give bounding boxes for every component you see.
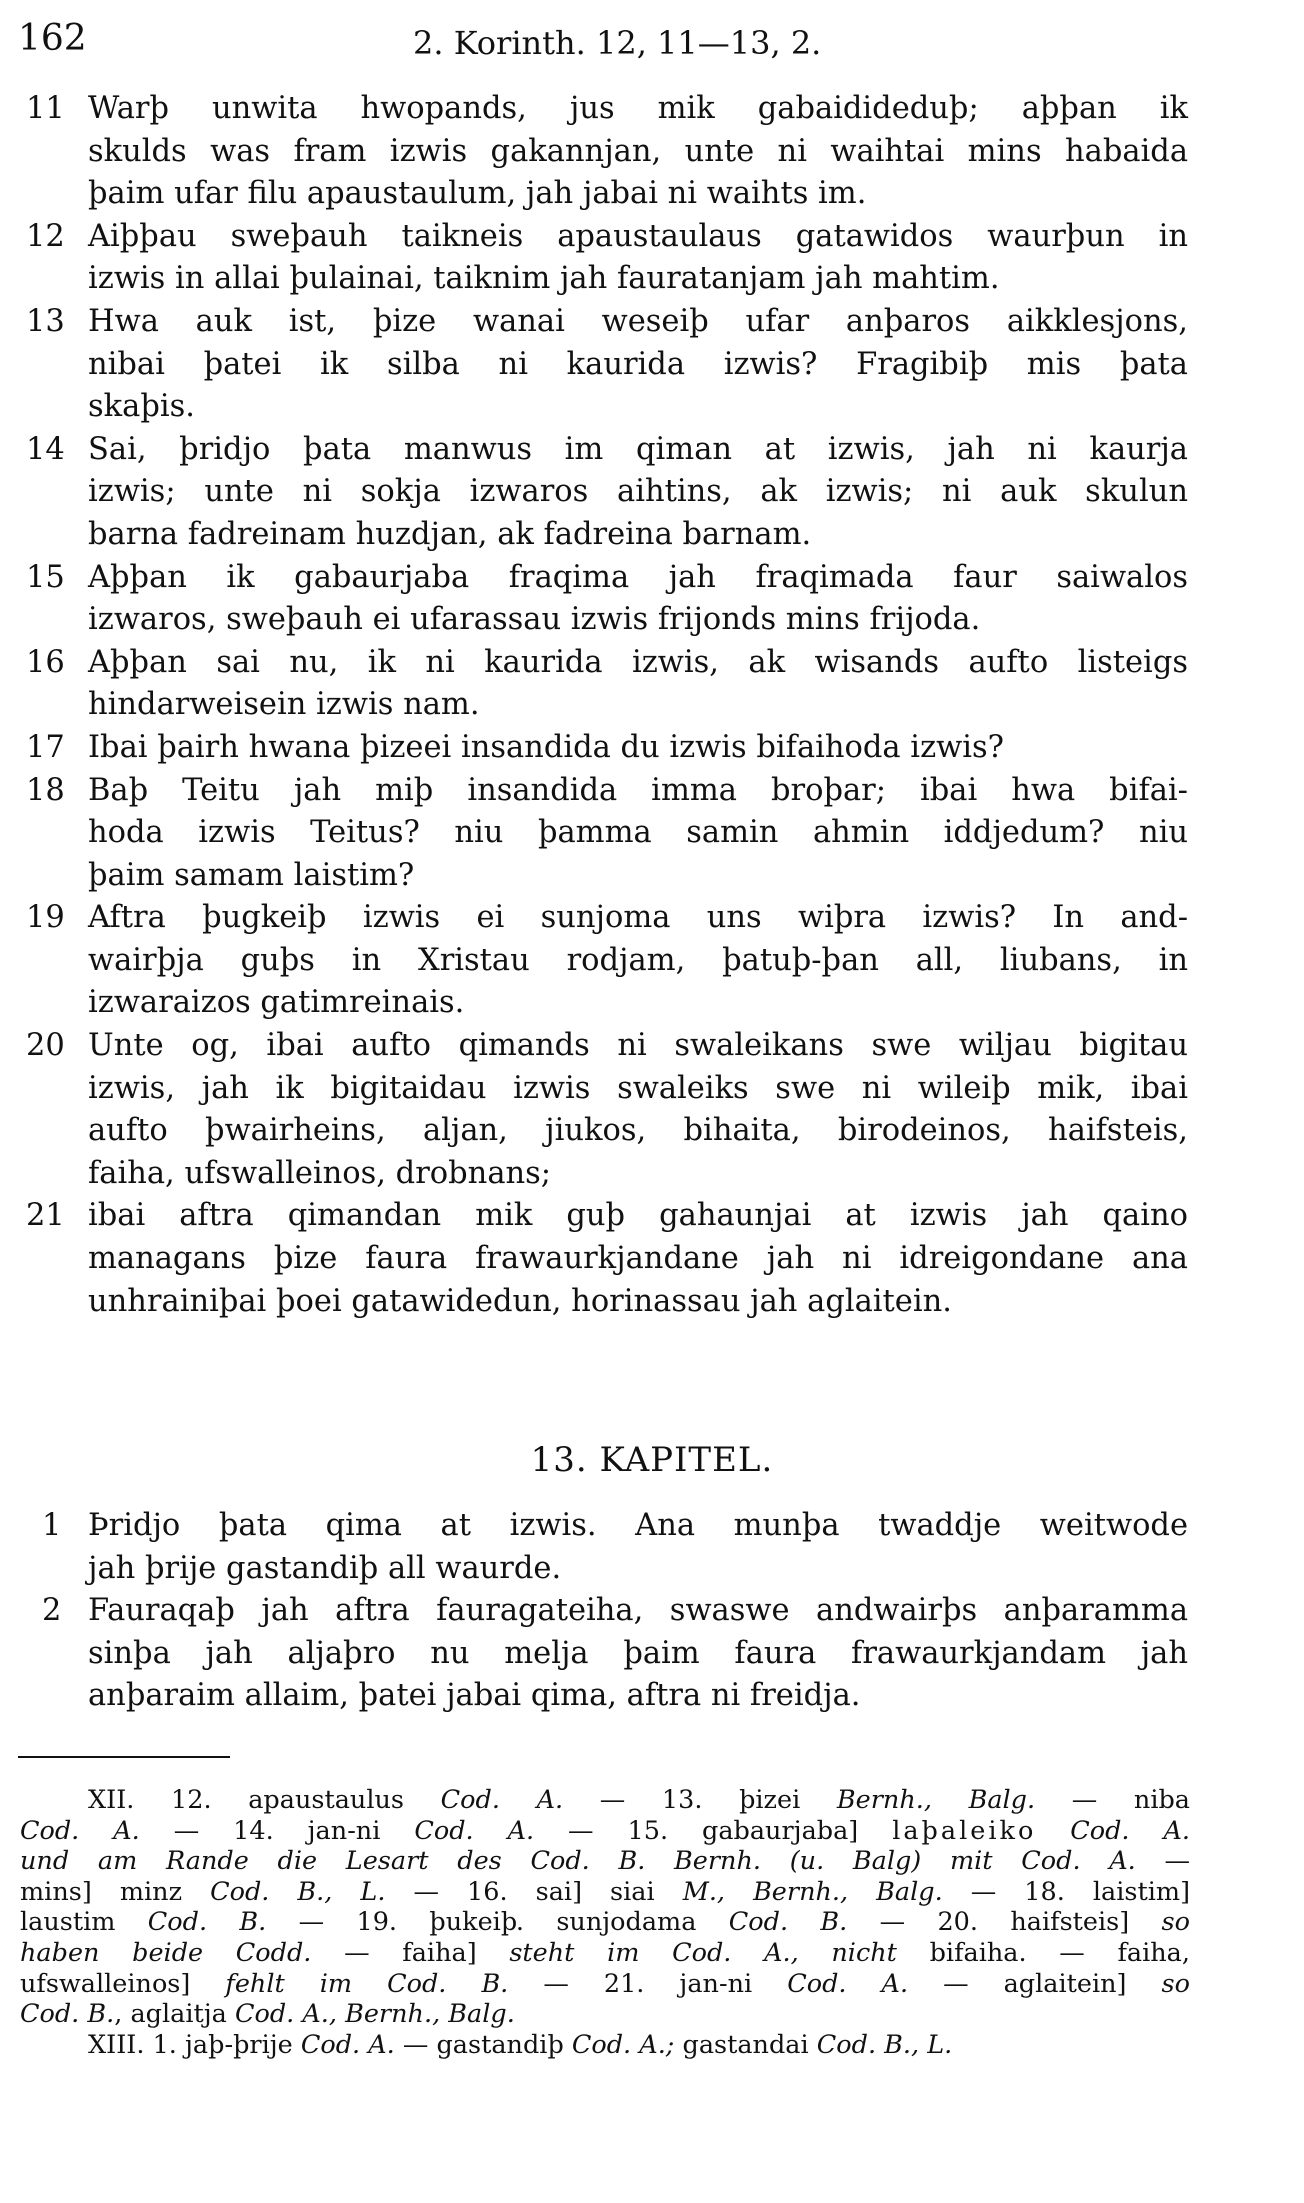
verse-line: unhrainiþai þoei gatawidedun, horinassau jah aglaitein. bbox=[88, 1283, 952, 1319]
page-header bbox=[18, 18, 1208, 68]
verse bbox=[0, 429, 1188, 557]
verse-line: Baþ Teitu jah miþ insandida imma broþar; ibai hwa bifai- bbox=[88, 772, 1188, 808]
verse-number: 1 bbox=[42, 1508, 62, 1543]
verse-number: 15 bbox=[26, 559, 65, 595]
verse-line: þaim ufar filu apaustaulum, jah jabai ni waihts im. bbox=[88, 176, 867, 212]
verse bbox=[0, 770, 1188, 898]
footnote-line: mins] minz Cod. B., L. — 16. sai] siai M., Bernh., Balg. — 18. laistim] bbox=[20, 1876, 1191, 1907]
footnote-line: ufswalleinos] fehlt im Cod. B. — 21. jan-ni Cod. A. — aglaitein] so bbox=[20, 1968, 1190, 1999]
footnote-line: und am Rande die Lesart des Cod. B. Bernh. (u. Balg) mit Cod. A. — bbox=[20, 1846, 1190, 1877]
verse-line: Hwa auk ist, þize wanai weseiþ ufar anþaros aikklesjons, bbox=[88, 303, 1188, 339]
verse-line: anþaraim allaim, þatei jabai qima, aftra ni freidja. bbox=[88, 1678, 861, 1714]
verse-line: skaþis. bbox=[88, 389, 195, 425]
verse-line: Þridjo þata qima at izwis. Ana munþa twaddje weitwode bbox=[88, 1508, 1188, 1543]
verse-line: aufto þwairheins, aljan, jiukos, bihaita, birodeinos, haifsteis, bbox=[88, 1113, 1188, 1149]
chapter-12-verses bbox=[0, 88, 1304, 1323]
verse-line: nibai þatei ik silba ni kaurida izwis? Fragibiþ mis þata bbox=[88, 346, 1188, 382]
verse-line: wairþja guþs in Xristau rodjam, þatuþ-þan all, liubans, in bbox=[88, 942, 1188, 978]
verse-line: ibai aftra qimandan mik guþ gahaunjai at izwis jah qaino bbox=[88, 1198, 1188, 1234]
verse-number: 18 bbox=[26, 772, 65, 808]
verse bbox=[0, 1025, 1188, 1195]
verse-line: hindarweisein izwis nam. bbox=[88, 687, 480, 723]
verse bbox=[0, 642, 1188, 727]
verse-number: 2 bbox=[42, 1593, 62, 1629]
verse-line: Aiþþau sweþauh taikneis apaustaulaus gatawidos waurþun in bbox=[88, 218, 1188, 254]
chapter-heading: 13. KAPITEL. bbox=[530, 1440, 774, 1480]
verse bbox=[0, 216, 1188, 301]
verse bbox=[0, 88, 1188, 216]
verse-line: Warþ unwita hwopands, jus mik gabaidideduþ; aþþan ik bbox=[88, 91, 1188, 126]
footnote-line: XIII. 1. jaþ-þrije Cod. A. — gastandiþ Cod. A.; gastandai Cod. B., L. bbox=[88, 2029, 953, 2060]
chapter-13-verses bbox=[0, 1505, 1304, 1718]
verse-line: faiha, ufswalleinos, drobnans; bbox=[88, 1155, 552, 1191]
verse-line: izwaros, sweþauh ei ufarassau izwis frijonds mins frijoda. bbox=[88, 602, 981, 638]
verse-number: 21 bbox=[26, 1198, 65, 1234]
verse-number: 14 bbox=[26, 431, 65, 467]
verse-number: 17 bbox=[26, 729, 65, 765]
verse-line: Aftra þugkeiþ izwis ei sunjoma uns wiþra izwis? In and- bbox=[88, 900, 1188, 936]
footnote-line: XII. 12. apaustaulus Cod. A. — 13. þizei Bernh., Balg. — niba bbox=[88, 1785, 1191, 1815]
verse-line: jah þrije gastandiþ all waurde. bbox=[88, 1550, 562, 1586]
verse bbox=[0, 727, 1188, 770]
verse bbox=[0, 301, 1188, 429]
verse-line: sinþa jah aljaþro nu melja þaim faura frawaurkjandam jah bbox=[88, 1635, 1188, 1671]
verse-number: 20 bbox=[26, 1028, 65, 1064]
footnote-line: laustim Cod. B. — 19. þukeiþ. sunjodama Cod. B. — 20. haifsteis] so bbox=[20, 1907, 1190, 1938]
verse-line: izwis; unte ni sokja izwaros aihtins, ak izwis; ni auk skulun bbox=[88, 474, 1188, 510]
verse bbox=[0, 897, 1188, 1025]
footnote-line: haben beide Codd. — faiha] steht im Cod. A., nicht bifaiha. — faiha, bbox=[20, 1937, 1190, 1968]
verse bbox=[0, 557, 1188, 642]
verse-line: Fauraqaþ jah aftra fauragateiha, swaswe andwairþs anþaramma bbox=[88, 1593, 1188, 1629]
footnote-line: Cod. B., aglaitja Cod. A., Bernh., Balg. bbox=[20, 1999, 515, 2030]
page-number: 162 bbox=[18, 18, 87, 59]
verse-line: skulds was fram izwis gakannjan, unte ni waihtai mins habaida bbox=[88, 133, 1188, 169]
verse-line: barna fadreinam huzdjan, ak fadreina barnam. bbox=[88, 516, 812, 552]
verse-number: 16 bbox=[26, 644, 65, 680]
verse-line: þaim samam laistim? bbox=[88, 857, 415, 893]
verse-line: Aþþan ik gabaurjaba fraqima jah fraqimada faur saiwalos bbox=[88, 559, 1188, 595]
verse-line: Aþþan sai nu, ik ni kaurida izwis, ak wisands aufto listeigs bbox=[88, 644, 1188, 680]
verse-number: 19 bbox=[26, 900, 65, 936]
verse-number: 12 bbox=[26, 218, 65, 254]
verse-number: 11 bbox=[26, 91, 65, 126]
verse-line: Unte og, ibai aufto qimands ni swaleikans swe wiljau bigitau bbox=[88, 1028, 1188, 1064]
verse-line: izwaraizos gatimreinais. bbox=[88, 985, 465, 1021]
verse-line: Sai, þridjo þata manwus im qiman at izwis, jah ni kaurja bbox=[88, 431, 1188, 467]
verse bbox=[0, 1590, 1188, 1718]
verse-line: izwis, jah ik bigitaidau izwis swaleiks swe ni wileiþ mik, ibai bbox=[88, 1070, 1188, 1106]
verse-line: managans þize faura frawaurkjandane jah ni idreigondane ana bbox=[88, 1241, 1188, 1277]
verse bbox=[0, 1195, 1188, 1323]
verse-line: izwis in allai þulainai, taiknim jah fauratanjam jah mahtim. bbox=[88, 261, 1000, 297]
verse bbox=[0, 1505, 1188, 1590]
running-title: 2. Korinth. 12, 11—13, 2. bbox=[413, 24, 822, 62]
verse-number: 13 bbox=[26, 303, 65, 339]
verse-line: Ibai þairh hwana þizeei insandida du izwis bifaihoda izwis? bbox=[88, 729, 1004, 765]
footnotes bbox=[20, 1785, 1190, 2060]
footnote-rule bbox=[18, 1756, 230, 1758]
verse-line: hoda izwis Teitus? niu þamma samin ahmin iddjedum? niu bbox=[88, 815, 1188, 851]
footnote-line: Cod. A. — 14. jan-ni Cod. A. — 15. gabaurjaba] laþaleiko Cod. A. bbox=[20, 1815, 1191, 1846]
